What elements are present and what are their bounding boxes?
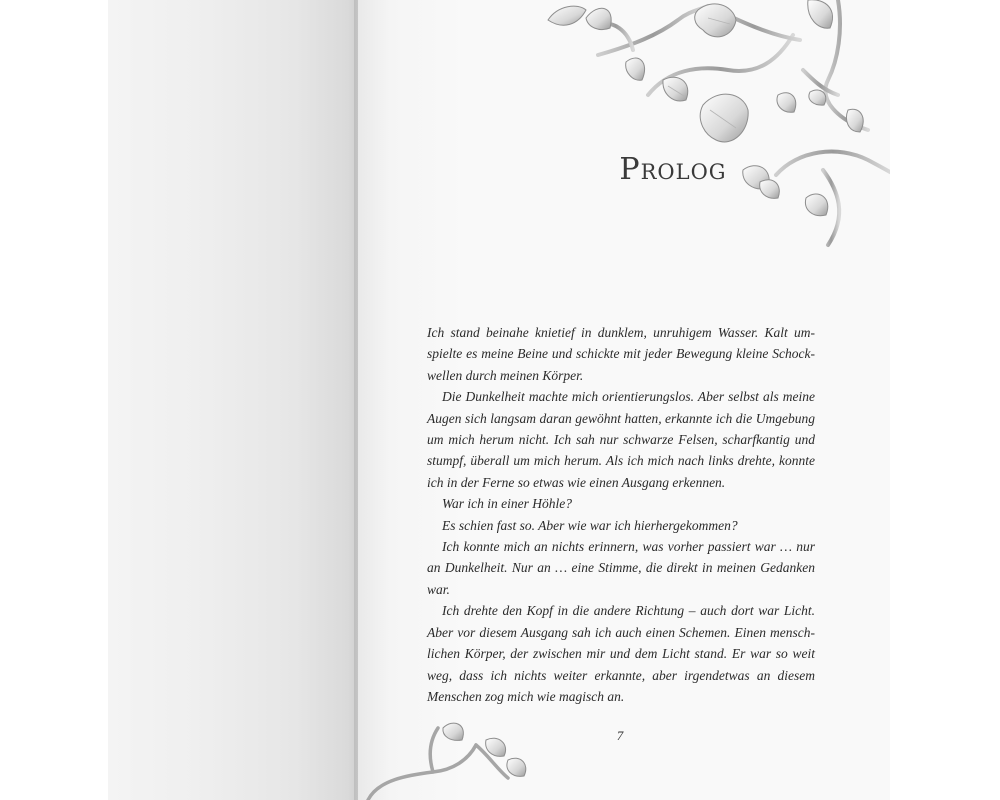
book-spread bbox=[108, 0, 890, 800]
chapter-body bbox=[427, 322, 815, 707]
paragraph: Ich drehte den Kopf in die andere Richtung – auch dort war Licht. Aber vor diesem Ausgang sah ich auch einen Schemen. Einen menschlichen Körper, der zwischen mir und dem Licht stand. Er war so weit weg, dass ich nichts weiter erkannte, aber irgendetwas an diesem Menschen zog mich wie magisch an. bbox=[427, 603, 815, 704]
left-page bbox=[108, 0, 358, 800]
paragraph: War ich in einer Höhle? bbox=[442, 496, 572, 512]
paragraph: Es schien fast so. Aber wie war ich hierhergekommen? bbox=[442, 517, 738, 533]
paragraph: Die Dunkelheit machte mich orientierungslos. Aber selbst als meine Augen sich langsam daran gewöhnt hatten, erkannte ich die Umgebung um mich herum nicht. Ich sah nur schwarze Felsen, scharfkantig und stumpf, überall um mich herum. Als ich mich nach links drehte, konnte ich in der Ferne so etwas wie einen Ausgang erkennen. bbox=[427, 389, 815, 490]
vine-leaves-bottom-icon bbox=[358, 700, 538, 800]
page-number: 7 bbox=[616, 728, 624, 743]
vine-leaves-top-icon bbox=[538, 0, 890, 250]
paragraph: Ich stand beinahe knietief in dunklem, unruhigem Wasser. Kalt umspielte es meine Beine und schickte mit jeder Bewegung kleine Schockwellen durch meinen Körper. bbox=[427, 325, 815, 383]
chapter-title: Prolog bbox=[619, 152, 727, 187]
paragraph: Ich konnte mich an nichts erinnern, was vorher passiert war … nur an Dunkelheit. Nur an … eine Stimme, die direkt in meinen Gedanken war. bbox=[427, 539, 815, 597]
